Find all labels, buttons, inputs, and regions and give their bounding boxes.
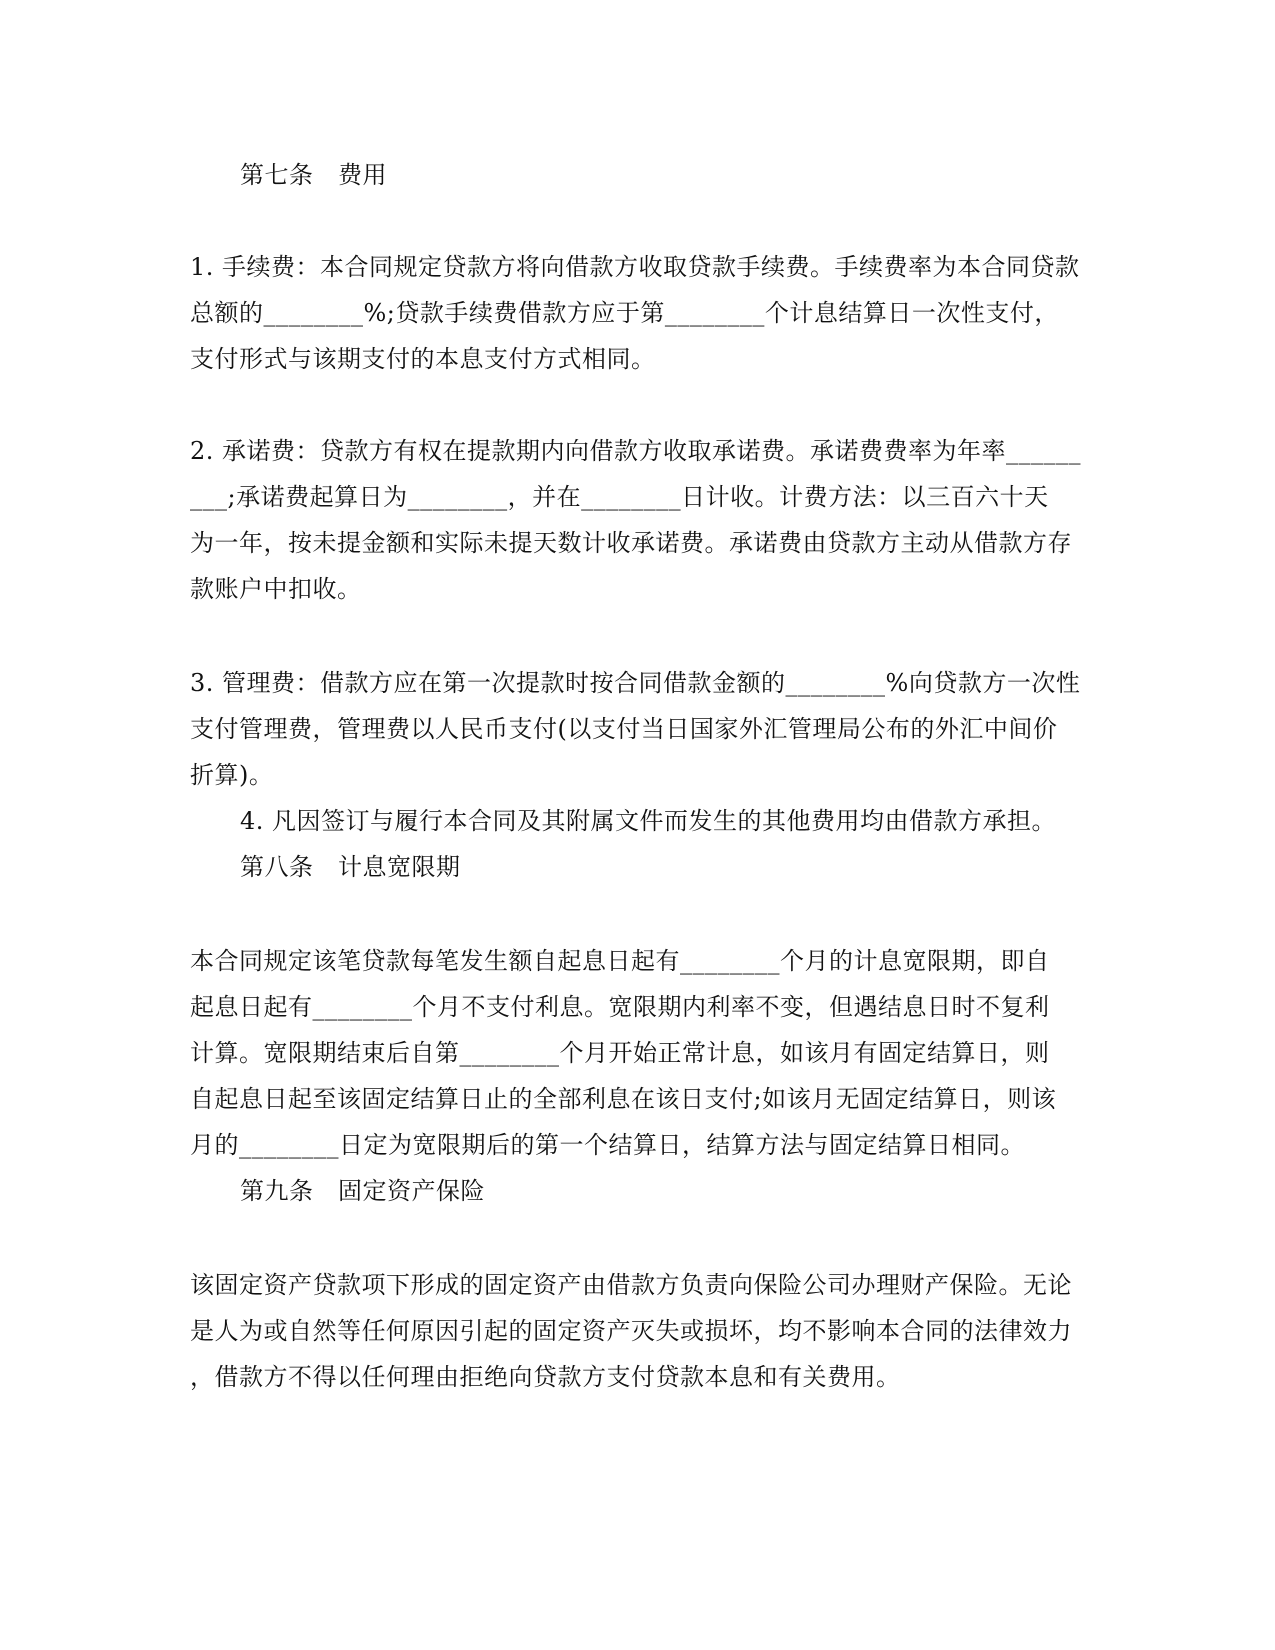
text-line: 3. 管理费：借款方应在第一次提款时按合同借款金额的________%向贷款方一次性 [190, 669, 1081, 697]
text-line: 该固定资产贷款项下形成的固定资产由借款方负责向保险公司办理财产保险。无论 [190, 1271, 1072, 1299]
text-line: 计算。宽限期结束后自第________个月开始正常计息，如该月有固定结算日，则 [190, 1039, 1050, 1067]
article-7-heading: 第七条 费用 [240, 161, 387, 189]
text-line: 是人为或自然等任何原因引起的固定资产灭失或损坏，均不影响本合同的法律效力 [190, 1317, 1072, 1345]
text-line: 起息日起有________个月不支付利息。宽限期内利率不变，但遇结息日时不复利 [190, 993, 1050, 1021]
text-line: 总额的________%;贷款手续费借款方应于第________个计息结算日一次性支付， [190, 299, 1059, 327]
text-line: ___;承诺费起算日为________，并在________日计收。计费方法：以三百六十天 [190, 483, 1049, 511]
text-line: 1. 手续费：本合同规定贷款方将向借款方收取贷款手续费。手续费率为本合同贷款 [190, 253, 1080, 281]
text-line: 为一年，按未提金额和实际未提天数计收承诺费。承诺费由贷款方主动从借款方存 [190, 529, 1072, 557]
text-line: 月的________日定为宽限期后的第一个结算日，结算方法与固定结算日相同。 [190, 1131, 1025, 1159]
text-line: ，借款方不得以任何理由拒绝向贷款方支付贷款本息和有关费用。 [190, 1363, 901, 1391]
text-line: 4. 凡因签订与履行本合同及其附属文件而发生的其他费用均由借款方承担。 [240, 807, 1057, 835]
text-line: 支付管理费，管理费以人民币支付(以支付当日国家外汇管理局公布的外汇中间价 [190, 715, 1058, 743]
text-line: 本合同规定该笔贷款每笔发生额自起息日起有________个月的计息宽限期，即自 [190, 947, 1050, 975]
text-line: 支付形式与该期支付的本息支付方式相同。 [190, 345, 656, 373]
text-line: 2. 承诺费：贷款方有权在提款期内向借款方收取承诺费。承诺费费率为年率______ [190, 437, 1082, 465]
text-line: 自起息日起至该固定结算日止的全部利息在该日支付;如该月无固定结算日，则该 [190, 1085, 1057, 1113]
text-line: 折算)。 [190, 761, 274, 789]
text-line: 款账户中扣收。 [190, 575, 362, 603]
article-8-heading: 第八条 计息宽限期 [240, 853, 461, 881]
article-9-heading: 第九条 固定资产保险 [240, 1177, 485, 1205]
